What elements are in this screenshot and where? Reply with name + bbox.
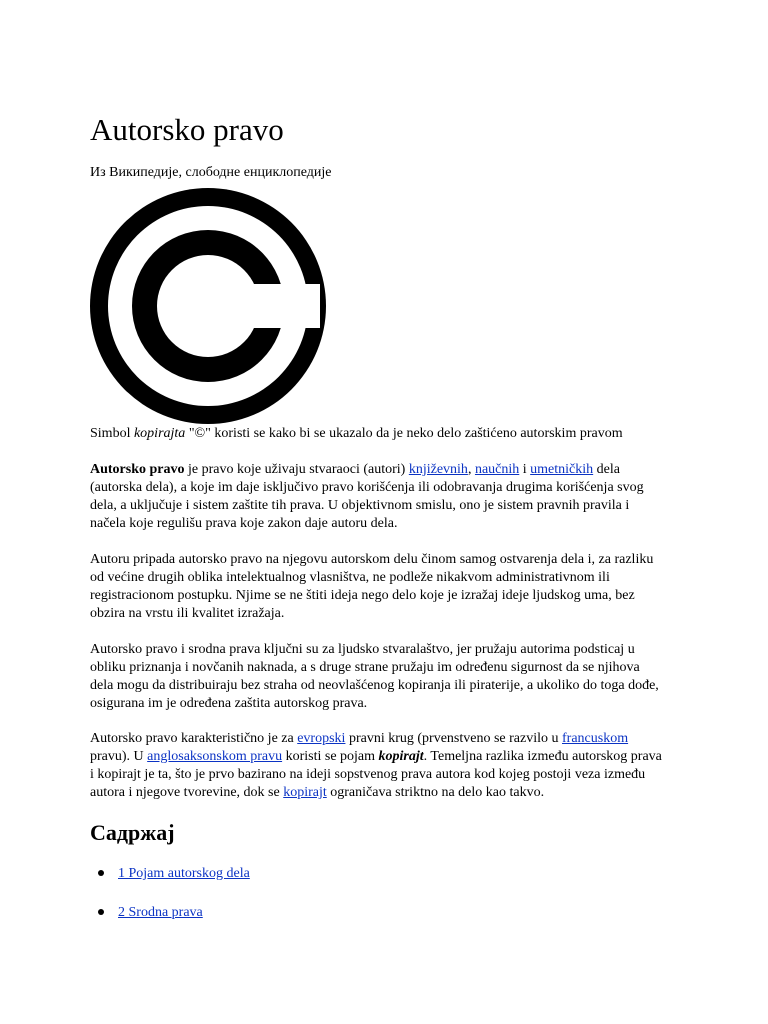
toc-item (118, 905, 203, 921)
figure-caption: Simbol kopirajta "©" koristi se kako bi se ukazalo da je neko delo zaštićeno autorskim pravom (90, 426, 623, 441)
page-title: Autorsko pravo (90, 112, 284, 147)
link-naucnih[interactable]: naučnih (474, 462, 520, 477)
page-subtitle: Из Википедије, слободне енциклопедије (90, 165, 332, 180)
paragraph-3: Autorsko pravo i srodna prava ključni su za ljudsko stvaralaštvo, jer pružaju autorima podsticaj u obliku priznanja i novčanih naknada, a s druge strane pružaju im određenu sigurnost da se njihova dela mogu da distribuiraju bez straha od neovlašćenog kopiranja ili piraterije, a ukoliko do toga dođe, osigurana im je određena zaštita autorskog prava. (90, 642, 659, 711)
paragraph-2: Autoru pripada autorsko pravo na njegovu autorskom delu činom samog ostvarenja dela i, za razliku od većine drugih oblika intelektualnog vlasništva, ne podleže nikakvom administrativnom ili registracionom postupku. Njime se ne štiti ideja nego delo koje je izražaj ideje ljudskog uma, bez obzira na vrstu ili kvalitet izražaja. (90, 552, 654, 621)
link-knjizevnih[interactable]: književnih (408, 462, 468, 477)
paragraph-4: Autorsko pravo karakteristično je za evropski pravni krug (prvenstveno se razvilo u francuskom pravu). U anglosaksonskom pravu koristi se pojam kopirajt. Temeljna razlika između autorskog prava i kopirajt je ta, što je prvo bazirano na ideji sopstvenog prava autora kod kojeg postoji veza između autora i njegove tvorevine, dok se kopirajt ograničava striktno na delo kao takvo. (90, 731, 662, 800)
toc-item (118, 866, 250, 882)
caption-term: kopirajta (133, 426, 186, 441)
toc-link-srodna-prava[interactable]: 2 Srodna prava (118, 905, 203, 920)
bullet-icon (98, 909, 104, 915)
link-kopirajt[interactable]: kopirajt (283, 785, 327, 800)
term-kopirajt: kopirajt (378, 749, 424, 764)
link-francuskom[interactable]: francuskom (562, 731, 629, 746)
bullet-icon (98, 870, 104, 876)
copyright-glyph: © (194, 426, 206, 441)
toc-link-pojam-autorskog-dela[interactable]: 1 Pojam autorskog dela (118, 866, 250, 881)
link-anglosaksonskom-pravu[interactable]: anglosaksonskom pravu (147, 749, 283, 764)
link-umetnickih[interactable]: umetničkih (530, 462, 594, 477)
paragraph-intro: Autorsko pravo je pravo koje uživaju stvaraoci (autori) književnih, naučnih i umetničkih dela (autorska dela), a koje im daje isključivo pravo korišćenja ili odobravanja drugima korišćenja svog dela, a uključuje i sistem zaštite tih prava. U objektivnom smislu, ono je sistem pravnih pravila i načela koje regulišu prava koje zakon daje autoru dela. (90, 462, 644, 531)
copyright-icon (90, 188, 326, 424)
toc-heading: Садржај (90, 820, 175, 845)
term-bold: Autorsko pravo (90, 462, 185, 477)
link-evropski[interactable]: evropski (297, 731, 346, 746)
